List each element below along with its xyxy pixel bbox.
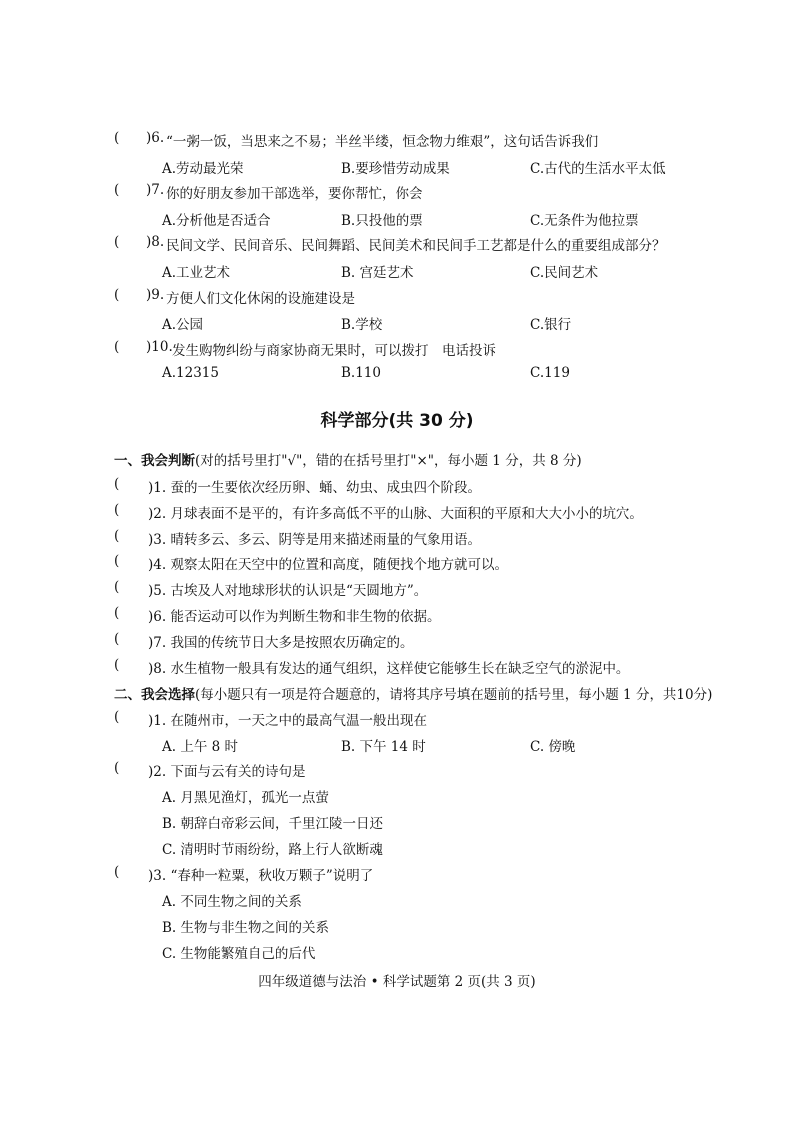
option-c: C. 清明时节雨纷纷，路上行人欲断魂: [162, 842, 383, 858]
option-b: B. 下午 14 时: [341, 739, 426, 755]
option-b: B.学校: [341, 317, 383, 333]
section1-instruction: (对的括号里打"√"，错的在括号里打"×"，每小题 1 分，共 8 分): [195, 453, 582, 469]
section2-header: [114, 683, 712, 703]
option-c: C. 生物能繁殖自己的后代: [162, 946, 316, 962]
option-a: A.劳动最光荣: [162, 161, 244, 177]
option-a: A.12315: [162, 365, 219, 381]
option-b: B.要珍惜劳动成果: [341, 161, 450, 177]
option-a: A.工业艺术: [162, 265, 231, 281]
option-b: B.只投他的票: [341, 213, 423, 229]
option-c: C. 傍晚: [530, 739, 576, 755]
option-a: A. 上午 8 时: [162, 739, 239, 755]
question-text: 你的好朋友参加干部选举，要你帮忙，你会: [166, 186, 423, 202]
option-b: B. 生物与非生物之间的关系: [162, 920, 330, 936]
question-text: “一粥一饭，当思来之不易；半丝半缕，恒念物力维艰”，这句话告诉我们: [166, 134, 599, 150]
option-a: A.公园: [162, 317, 204, 333]
option-c: C.古代的生活水平太低: [530, 161, 666, 177]
option-a: A.分析他是否适合: [162, 213, 271, 229]
section1-header: [114, 449, 582, 469]
option-c: C.无条件为他拉票: [530, 213, 639, 229]
option-b: B. 宫廷艺术: [341, 265, 414, 281]
question-text: 方便人们文化休闲的设施建设是: [166, 291, 355, 307]
option-b: B.110: [341, 365, 381, 381]
option-c: C.民间艺术: [530, 265, 599, 281]
section2-heading: 二、我会选择: [114, 687, 195, 703]
question-text: 发生购物纠纷与商家协商无果时，可以拨打 电话投诉: [172, 343, 496, 359]
option-b: B. 朝辞白帝彩云间，千里江陵一日还: [162, 816, 384, 832]
question-text: 民间文学、民间音乐、民间舞蹈、民间美术和民间手工艺都是什么的重要组成部分？: [166, 238, 666, 254]
option-a: A. 不同生物之间的关系: [162, 894, 302, 910]
option-a: A. 月黑见渔灯，孤光一点萤: [162, 790, 329, 806]
section2-instruction: (每小题只有一项是符合题意的，请将其序号填在题前的括号里，每小题 1 分，共10分): [195, 687, 713, 703]
science-section-title: 科学部分(共 30 分): [320, 411, 474, 431]
section1-heading: 一、我会判断: [114, 453, 195, 469]
option-c: C.银行: [530, 317, 572, 333]
exam-page: ( )6. “一粥一饭，当思来之不易；半丝半缕，恒念物力维艰”，这句话告诉我们 A.劳动最光荣 B.要珍惜劳动成果 C.古代的生活水平太低 ( )7. 你的好朋友参加干部选举，要你帮忙，你会 A.分析他是否适合 B.只投他的票 C.无条件为他拉票 ( )8. 民间文学、民间音乐、民间舞蹈、民间美术和民间手工艺都是什么的重要组成部分？ A.工业艺术 B. 宫廷艺术 C.民间艺术 ( )9. 方便人们文化休闲的设施建设是 A.公园 B.学校 C.银行 ( )10. 发生购物纠纷与商家协商无果时，可以拨打 电话投诉 A.12315 B.110 C.119 科学部分(共 30 分) 一、我会判断(对的括号里打"√"，错的在括号里打"×"，每小题 1 分，共 8 分) ( )1. 蚕的一生要依次经历卵、蛹、幼虫、成虫四个阶段。 ( )2. 月球表面不是平的，有许多高低不平的山脉、大面积的平原和大大小小的坑穴。 ( )3. 晴转多云、多云、阴等是用来描述雨量的气象用语。 ( )4. 观察太阳在天空中的位置和高度，随便找个地方就可以。 ( )5. 古埃及人对地球形状的认识是“天圆地方”。 ( )6. 能否运动可以作为判断生物和非生物的依据。 ( )7. 我国的传统节日大多是按照农历确定的。 ( )8. 水生植物一般具有发达的通气组织，这样使它能够生长在缺乏空气的淤泥中。 二、我会选择(每小题只有一项是符合题意的，请将其序号填在题前的括号里，每小题 1 分，共10分) ( )1. 在随州市，一天之中的最高气温一般出现在 A. 上午 8 时 B. 下午 14 时 C. 傍晚 ( )2. 下面与云有关的诗句是 A. 月黑见渔灯，孤光一点萤 B. 朝辞白帝彩云间，千里江陵一日还 C. 清明时节雨纷纷，路上行人欲断魂 ( )3. “春种一粒粟，秋收万颗子”说明了 A. 不同生物之间的关系 B. 生物与非生物之间的关系 C. 生物能繁殖自己的后代 四年级道德与法治 • 科学试题第 2 页(共 3 页): [0, 0, 794, 1125]
option-c: C.119: [530, 365, 570, 381]
page-footer: 四年级道德与法治 • 科学试题第 2 页(共 3 页): [258, 974, 536, 990]
